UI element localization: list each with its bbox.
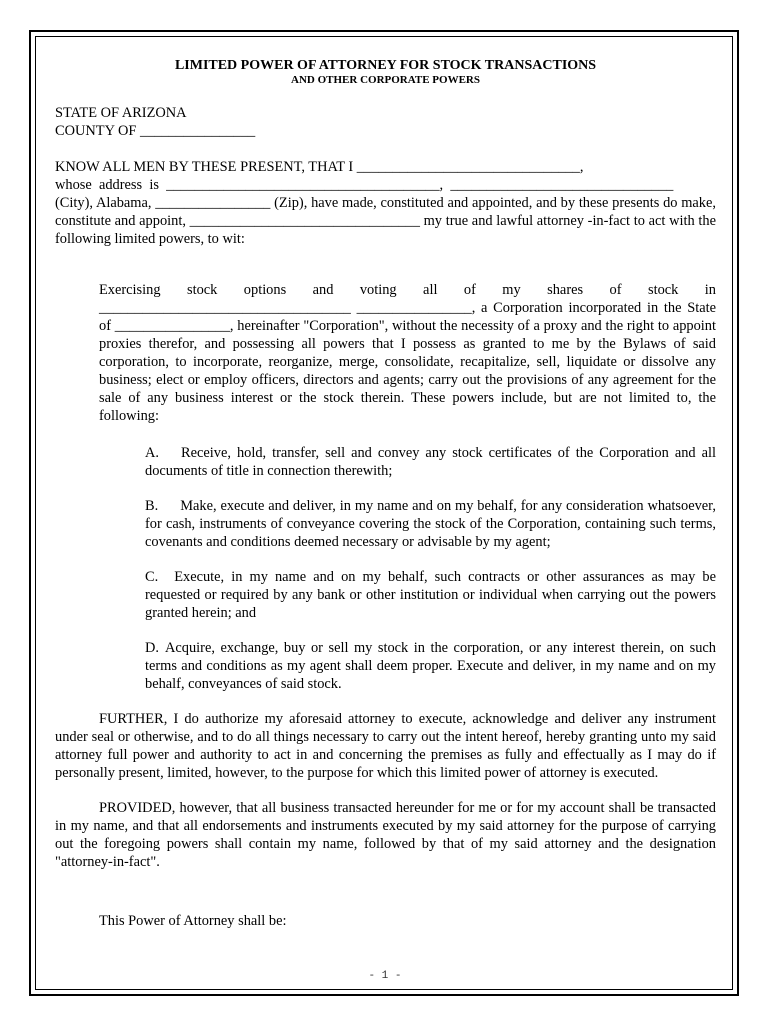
provided-paragraph: PROVIDED, however, that all business transacted hereunder for me or for my account shall be transacted in my name, and that all endorsements and instruments executed by my said attorney for the purpose of carrying out the foregoing powers shall contain my name, followed by that of my said attorney and the designation "attorney-in-fact". <box>55 800 716 870</box>
page-number: - 1 - <box>368 970 402 982</box>
item-text: Execute, in my name and on my behalf, such contracts or other assurances as may be requested or required by any bank or other institution or individual when carrying out the powers granted herein; and <box>145 569 716 621</box>
address-line: whose address is ______________________________________, _______________________________ <box>55 177 674 193</box>
exercising-body: ___________________________________ ________________, a Corporation incorporated in the State of ________________, hereinafter "Corporation", without the necessity of a proxy and the right to appoint proxies therefor, and possessing all powers that I possess as granted to me by the Bylaws of said corporation, to incorporate, reorganize, merge, consolidate, recapitalize, sell, liquidate or dissolve any business; elect or employ officers, directors and agents; carry out the provisions of any agreement for the sale of any business interest or the stock therein. These powers include, but are not limited to, the following: <box>99 300 716 424</box>
item-label: C. <box>145 569 159 585</box>
document-page <box>55 55 716 930</box>
powers-list <box>55 444 716 693</box>
know-all-men-paragraph <box>55 158 716 248</box>
document-title: LIMITED POWER OF ATTORNEY FOR STOCK TRANSACTIONS <box>174 58 597 73</box>
item-text: Make, execute and deliver, in my name and on my behalf, for any consideration whatsoever, for cash, instruments of conveyance covering the stock of the Corporation, containing such terms, covenants and conditions deemed necessary or advisable by my agent; <box>145 498 716 550</box>
item-label: B. <box>145 498 159 514</box>
state-line: STATE OF ARIZONA <box>55 105 187 121</box>
item-text: Acquire, exchange, buy or sell my stock in the corporation, or any interest therein, on such terms and conditions as my agent shall deem proper. Execute and deliver, in my name and on my behalf, conveyances of said stock. <box>145 640 716 692</box>
county-line: COUNTY OF ________________ <box>55 123 256 139</box>
exercising-paragraph <box>99 281 716 425</box>
duration-heading: This Power of Attorney shall be: <box>99 913 287 929</box>
principal-name-line: KNOW ALL MEN BY THESE PRESENT, THAT I _______________________________, <box>55 159 584 175</box>
power-item-d <box>145 639 716 693</box>
appointment-text: (City), Alabama, ________________ (Zip), have made, constituted and appointed, and by these presents do make, constitute and appoint, ________________________________ my true and lawful attorney -in-fact to act with the following limited powers, to wit: <box>55 195 716 247</box>
power-item-c <box>145 568 716 622</box>
power-item-a <box>145 444 716 480</box>
power-item-b <box>145 497 716 551</box>
item-label: A. <box>145 445 159 461</box>
exercising-first-line: Exercising stock options and voting all of my shares of stock in <box>99 282 716 298</box>
document-subtitle: AND OTHER CORPORATE POWERS <box>291 74 480 86</box>
further-paragraph: FURTHER, I do authorize my aforesaid attorney to execute, acknowledge and deliver any instrument under seal or otherwise, and to do all things necessary to carry out the intent hereof, hereby granting unto my said attorney full power and authority to act in and concerning the premises as fully and effectually as I may do if personally present, limited, however, to the purpose for which this limited power of attorney is executed. <box>55 711 716 781</box>
item-label: D. <box>145 640 159 656</box>
item-text: Receive, hold, transfer, sell and convey any stock certificates of the Corporation and all documents of title in connection therewith; <box>145 445 716 479</box>
venue-block <box>55 104 716 140</box>
